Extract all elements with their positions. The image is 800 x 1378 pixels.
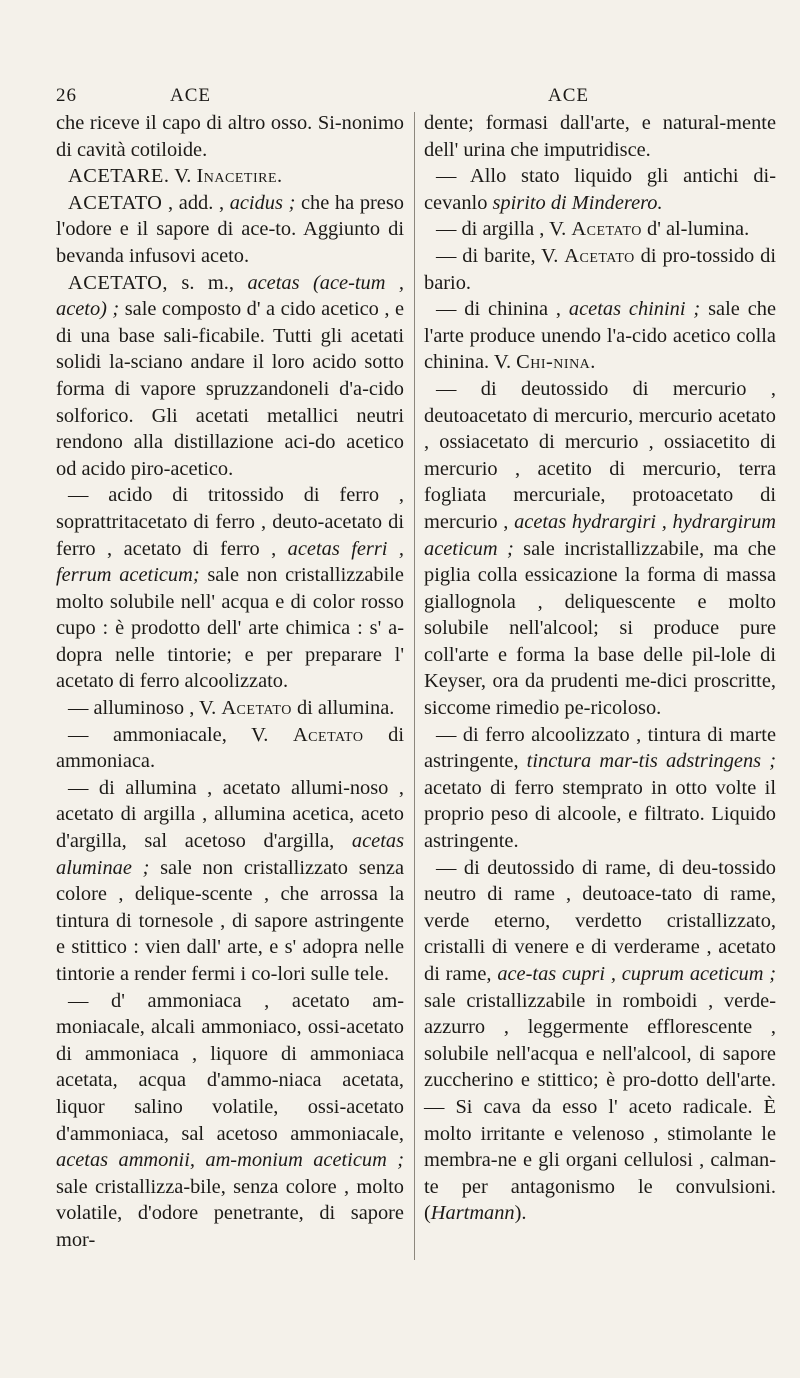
cross-reference: Acetato — [292, 723, 364, 746]
dictionary-entry — [56, 270, 404, 483]
latin-term: acetas ferri , ferrum aceticum; — [56, 537, 404, 587]
running-head-left — [56, 85, 400, 111]
right-column — [424, 110, 776, 1227]
entry-text: sale che l'arte produce unendo l'a-cido acetico colla chinina. V. — [424, 298, 776, 374]
entry-text: che riceve il capo di altro osso. Si-nonimo di cavità cotiloide. — [56, 112, 404, 161]
headword: ACETATO — [68, 191, 163, 214]
entry-text: — d' ammoniaca , acetato am-moniacale, alcali ammoniaco, ossi-acetato di ammoniaca , liquore di ammoniaca acetata, acqua d'ammo-niaca acetata, liquor salino volatile, ossi-acetato d'ammoniaca, sal acetoso ammoniacale, — [56, 989, 404, 1145]
entry-text: — di ferro alcoolizzato , tintura di marte astringente, — [424, 723, 776, 773]
entry-text: d' al-lumina. — [641, 218, 750, 241]
cross-reference: Acetato — [221, 697, 292, 720]
dictionary-entry — [56, 988, 404, 1254]
entry-text: — di deutossido di rame, di deu-tossido neutro di rame , deutoace-tato di rame, verde eterno, verdetto cristallizzato, cristalli di venere e di verderame , acetato di rame, — [424, 856, 776, 985]
headword: ACETATO, — [68, 271, 168, 294]
entry-text: sale non cristallizzabile molto solubile nell' acqua e di color rosso cupo : è prodotto dell' arte chimica : s' a-dopra nelle tintorie; e per preparare l' acetato di ferro alcoolizzato. — [56, 564, 404, 693]
running-head-word-left: ACE — [170, 85, 211, 106]
dictionary-entry — [56, 110, 404, 163]
entry-text: di pro-tossido di bario. — [424, 244, 776, 294]
dictionary-entry — [424, 216, 776, 243]
dictionary-entry — [424, 376, 776, 722]
entry-text: ). — [514, 1202, 527, 1225]
dictionary-entry — [56, 695, 404, 722]
latin-term: acetas (ace-tum , aceto) ; — [56, 271, 404, 321]
entry-text: — di argilla , V. — [436, 218, 572, 241]
entry-text: sale non cristallizzato senza colore , delique-scente , che arrossa la tintura di tornesole , di sapore astringente e stittico : vien dall' arte, e s' adopra nelle tintorie a render fermi i co-lori sulle tele. — [56, 856, 405, 985]
entry-text: sale composto d' a cido acetico , e di una base sali-ficabile. Tutti gli acetati solidi la-sciano andare il loro acido sotto forma di vapore spruzzandoneli d'a-cido solforico. Gli acetati metallici neutri rendono alla distillazione aci-do acetico od acido piro-acetico. — [56, 298, 404, 480]
entry-text: sale cristallizzabile in romboidi , verde-azzurro , leggermente efflorescente , solubile nell'acqua e nell'alcool, di sapore zuccherino e stittico; è pro-dotto dell'arte. — Si cava da esso l' aceto radicale. È molto irritante e velenoso , stimolante le membra-ne e gli organi cellulosi , calman-te per antagonismo le convulsioni. ( — [424, 989, 776, 1225]
dictionary-entry — [56, 775, 404, 988]
cross-reference: Inacetire. — [196, 165, 283, 188]
entry-text: , add. , — [162, 191, 230, 214]
entry-text: sale cristallizza-bile, senza colore , molto volatile, d'odore penetrante, di sapore mor- — [56, 1175, 404, 1251]
dictionary-entry — [424, 296, 776, 376]
running-head-right — [548, 85, 648, 111]
latin-term: acetas aluminae ; — [56, 830, 404, 879]
latin-term: acetas chinini ; — [568, 298, 701, 321]
page-number: 26 — [56, 85, 77, 106]
dictionary-entry — [424, 855, 776, 1227]
entry-text: — di chinina , — [436, 298, 569, 321]
latin-term: Hartmann — [430, 1202, 515, 1225]
latin-term: ace-tas cupri , cuprum aceticum ; — [497, 963, 776, 985]
entry-text: di allumina. — [291, 697, 395, 720]
latin-term: acetas ammonii, am-monium aceticum ; — [56, 1149, 404, 1172]
entry-text: di ammoniaca. — [56, 723, 404, 773]
entry-text: acetato di ferro stemprato in otto volte il proprio peso di alcoole, e filtrato. Liquido astringente. — [424, 776, 776, 853]
column-divider — [414, 112, 415, 1260]
entry-text: s. m., — [167, 271, 248, 294]
dictionary-entry — [56, 482, 404, 695]
latin-term: acetas hydrargiri , hydrargirum aceticum ; — [424, 510, 776, 560]
entry-text: — Allo stato liquido gli antichi di-cevanlo — [424, 165, 776, 214]
dictionary-entry — [56, 190, 404, 270]
dictionary-entry — [424, 243, 776, 296]
cross-reference: Acetato — [571, 218, 642, 241]
dictionary-entry — [424, 163, 776, 216]
latin-term: spirito di Minderero. — [492, 191, 663, 214]
entry-text: che ha preso l'odore e il sapore di ace-to. Aggiunto di bevanda infusovi aceto. — [56, 191, 404, 267]
entry-text: V. — [169, 165, 197, 188]
entry-text: — alluminoso , V. — [68, 697, 222, 720]
entry-text: — di deutossido di mercurio , deutoacetato di mercurio, mercurio acetato , ossiacetato di mercurio , ossiacetito di mercurio , acetito di mercurio, terra fogliata mercuriale, protoacetato di mercurio , — [424, 377, 776, 533]
entry-text: — acido di tritossido di ferro , soprattritacetato di ferro , deuto-acetato di ferro , acetato di ferro , — [56, 484, 404, 560]
latin-term: tinctura mar-tis adstringens ; — [526, 750, 777, 773]
dictionary-entry — [56, 722, 404, 775]
entry-text: dente; formasi dall'arte, e natural-mente dell' urina che imputridisce. — [424, 112, 776, 161]
left-column — [56, 110, 404, 1254]
entry-text: — di allumina , acetato allumi-noso , acetato di argilla , allumina acetica, aceto d'argilla, sal acetoso d'argilla, — [56, 776, 404, 853]
dictionary-entry — [424, 722, 776, 855]
headword: ACETARE. — [68, 165, 170, 188]
entry-text: sale incristallizzabile, ma che piglia colla essicazione la forma di massa giallognola , deliquescente e molto solubile nell'alcool; si produce pure coll'arte e forma la base delle pil-lole di Keyser, ora da prudenti me-dici proscritte, siccome rimedio pe-ricoloso. — [424, 537, 776, 720]
latin-term: acidus ; — [229, 191, 296, 214]
entry-text: — di barite, V. — [436, 244, 565, 267]
entry-text: — ammoniacale, V. — [68, 723, 293, 746]
cross-reference: Acetato — [564, 244, 635, 267]
dictionary-entry — [424, 110, 776, 163]
cross-reference: Chi-nina. — [516, 351, 596, 374]
dictionary-entry — [56, 163, 404, 190]
running-head-word-right: ACE — [548, 85, 589, 106]
